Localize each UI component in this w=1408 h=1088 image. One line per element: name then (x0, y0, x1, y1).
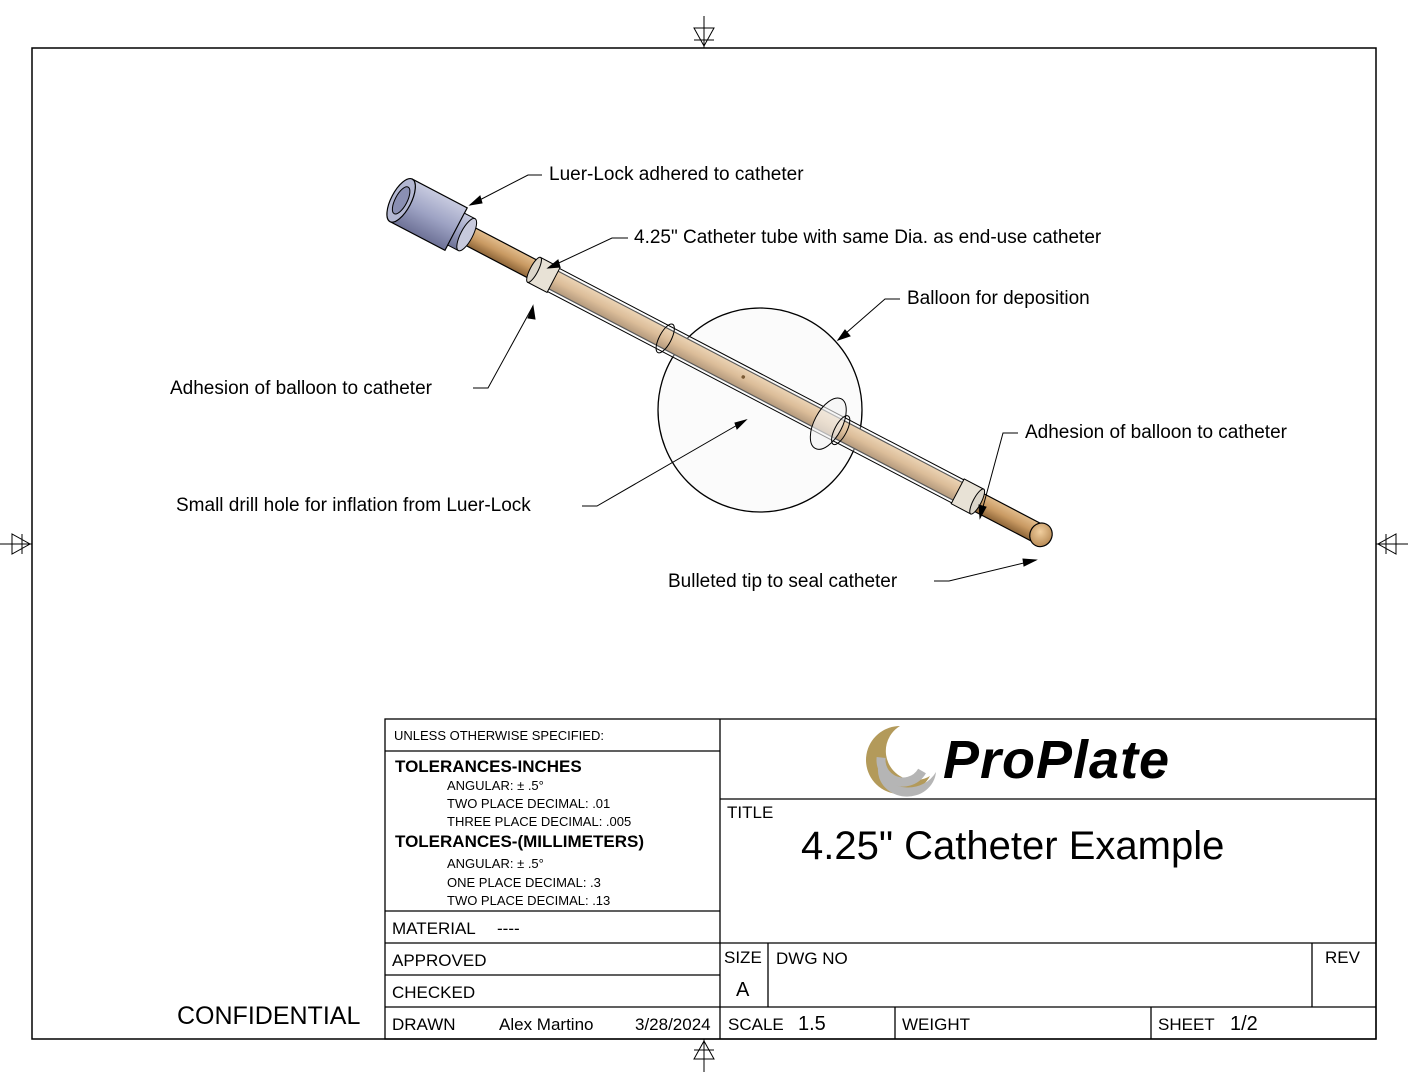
material-label: MATERIAL (392, 919, 476, 938)
scale-label: SCALE (728, 1015, 784, 1034)
callout-drill-hole: Small drill hole for inflation from Luer-Lock (176, 495, 531, 516)
dwg-no-label: DWG NO (776, 949, 848, 968)
callout-adhesion-right: Adhesion of balloon to catheter (1025, 422, 1287, 443)
proplate-logo-text: ProPlate (943, 730, 1171, 790)
centering-mark-left (0, 534, 32, 554)
checked-label: CHECKED (392, 983, 476, 1002)
sheet-value: 1/2 (1230, 1013, 1258, 1035)
tol-inches-two-place: TWO PLACE DECIMAL: .01 (447, 796, 611, 811)
leader-bulleted-tip (934, 560, 1036, 581)
size-label: SIZE (724, 948, 762, 967)
sheet-border (32, 48, 1376, 1039)
rev-label: REV (1325, 948, 1360, 967)
sheet-label: SHEET (1158, 1015, 1215, 1034)
leader-adhesion-left (473, 306, 533, 388)
drawing-title: 4.25" Catheter Example (801, 824, 1225, 868)
tol-inches-angular: ANGULAR: ± .5° (447, 778, 544, 793)
confidential-label: CONFIDENTIAL (177, 1002, 361, 1030)
centering-mark-bottom (694, 1039, 714, 1072)
proplate-logo-icon (866, 726, 936, 797)
tolerances-inches-heading: TOLERANCES-INCHES (395, 757, 582, 776)
size-value: A (736, 979, 750, 1001)
tol-mm-one-place: ONE PLACE DECIMAL: .3 (447, 875, 601, 890)
drawn-date: 3/28/2024 (635, 1015, 711, 1034)
scale-value: 1.5 (798, 1013, 826, 1035)
material-value: ---- (497, 919, 520, 938)
centering-mark-right (1376, 534, 1408, 554)
tol-inches-three-place: THREE PLACE DECIMAL: .005 (447, 814, 632, 829)
drawn-by: Alex Martino (499, 1015, 594, 1034)
tol-mm-two-place: TWO PLACE DECIMAL: .13 (447, 893, 611, 908)
title-label: TITLE (727, 803, 774, 822)
weight-label: WEIGHT (902, 1015, 970, 1034)
tol-mm-angular: ANGULAR: ± .5° (447, 856, 544, 871)
centering-mark-top (694, 16, 714, 48)
unless-specified-label: UNLESS OTHERWISE SPECIFIED: (394, 728, 604, 743)
drawn-label: DRAWN (392, 1015, 456, 1034)
callout-balloon: Balloon for deposition (907, 288, 1090, 309)
callout-luer-lock: Luer-Lock adhered to catheter (549, 164, 804, 185)
callout-catheter-tube: 4.25" Catheter tube with same Dia. as end-use catheter (634, 227, 1102, 248)
callout-adhesion-left: Adhesion of balloon to catheter (170, 378, 432, 399)
callout-bulleted-tip: Bulleted tip to seal catheter (668, 571, 898, 592)
approved-label: APPROVED (392, 951, 487, 970)
tolerances-mm-heading: TOLERANCES-(MILLIMETERS) (395, 832, 645, 851)
leader-catheter-tube (548, 238, 628, 268)
